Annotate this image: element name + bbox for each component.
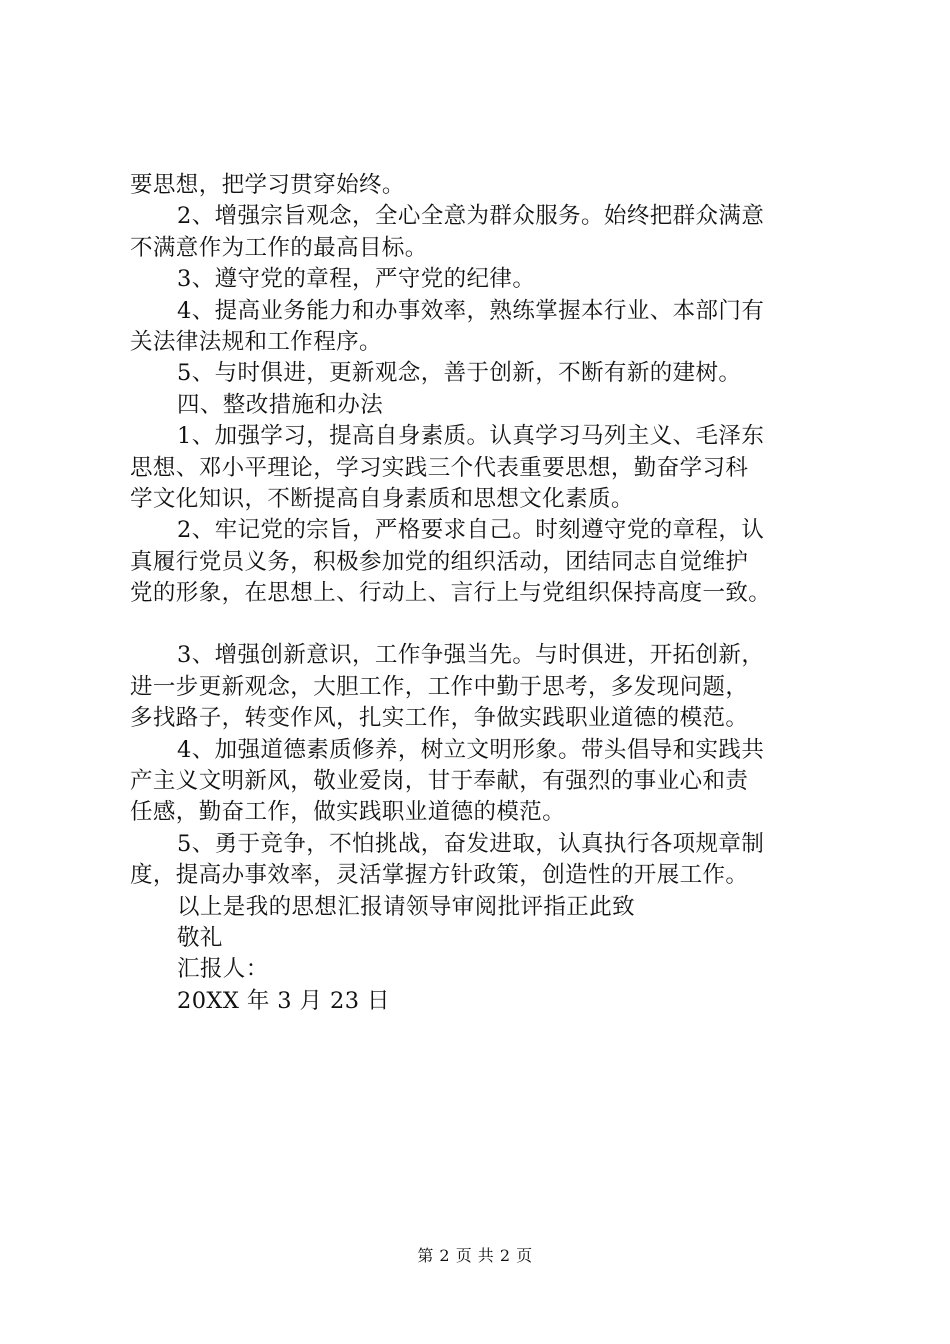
text-line: 不满意作为工作的最高目标。 [130, 234, 428, 261]
closing-line: 以上是我的思想汇报请领导审阅批评指正此致 [177, 893, 636, 920]
text-line: 多找路子，转变作风，扎实工作，争做实践职业道德的模范。 [130, 705, 749, 732]
text-line: 3、增强创新意识，工作争强当先。与时俱进，开拓创新， [177, 642, 765, 669]
text-line: 进一步更新观念，大胆工作，工作中勤于思考，多发现问题， [130, 673, 749, 700]
report-date: 20XX 年 3 月 23 日 [177, 987, 390, 1014]
text-line: 2、牢记党的宗旨，严格要求自己。时刻遵守党的章程，认 [177, 517, 765, 544]
text-line: 2、增强宗旨观念，全心全意为群众服务。始终把群众满意 [177, 203, 765, 230]
text-line: 关法律法规和工作程序。 [130, 328, 382, 355]
text-line: 4、提高业务能力和办事效率，熟练掌握本行业、本部门有 [177, 297, 765, 324]
text-line: 真履行党员义务，积极参加党的组织活动，团结同志自觉维护 [130, 548, 749, 575]
text-line: 任感，勤奋工作，做实践职业道德的模范。 [130, 799, 566, 826]
page-number-footer: 第 2 页 共 2 页 [417, 1246, 533, 1265]
text-line: 4、加强道德素质修养，树立文明形象。带头倡导和实践共 [177, 736, 765, 763]
text-line: 1、加强学习，提高自身素质。认真学习马列主义、毛泽东 [177, 423, 765, 450]
section-heading: 四、整改措施和办法 [177, 391, 384, 418]
text-line: 产主义文明新风，敬业爱岗，甘于奉献，有强烈的事业心和责 [130, 768, 749, 795]
text-line: 要思想，把学习贯穿始终。 [130, 172, 405, 198]
text-line: 思想、邓小平理论，学习实践三个代表重要思想，勤奋学习科 [130, 454, 749, 481]
text-line: 党的形象，在思想上、行动上、言行上与党组织保持高度一致。 [130, 580, 772, 607]
text-line: 5、与时俱进，更新观念，善于创新，不断有新的建树。 [177, 360, 742, 387]
text-line: 3、遵守党的章程，严守党的纪律。 [177, 266, 536, 293]
salutation: 敬礼 [177, 924, 223, 951]
text-line: 度，提高办事效率，灵活掌握方针政策，创造性的开展工作。 [130, 862, 749, 889]
document-body [130, 170, 860, 1017]
text-line: 学文化知识，不断提高自身素质和思想文化素质。 [130, 485, 634, 512]
text-line: 5、勇于竞争，不怕挑战，奋发进取，认真执行各项规章制 [177, 830, 765, 857]
reporter-label: 汇报人： [177, 956, 269, 983]
paragraph-gap [130, 609, 860, 640]
